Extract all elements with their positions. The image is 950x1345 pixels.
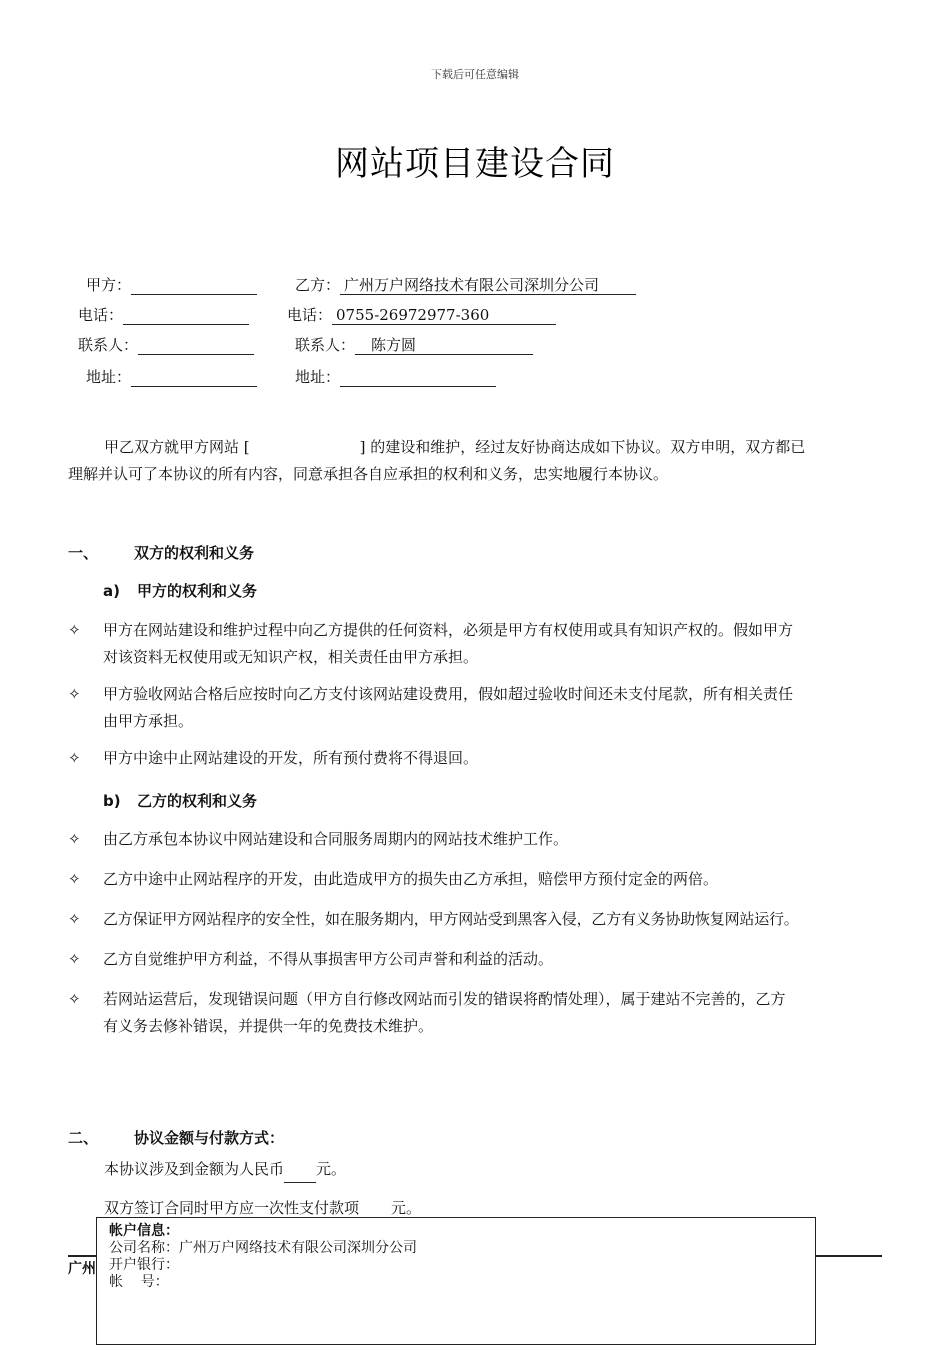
diamond-bullet-icon: ✧	[68, 749, 81, 767]
list-item-line: 由乙方承包本协议中网站建设和合同服务周期内的网站技术维护工作。	[103, 830, 569, 848]
party-b-address-label: 地址：	[295, 368, 341, 386]
section-2-title: 协议金额与付款方式：	[134, 1129, 285, 1147]
list-item-line: 由甲方承担。	[103, 712, 194, 730]
party-a-address-field[interactable]	[131, 368, 257, 387]
diamond-bullet-icon: ✧	[68, 830, 81, 848]
list-item-line: 甲方中途中止网站建设的开发，所有预付费将不得退回。	[103, 749, 479, 767]
party-b-phone: 0755-26972977-360	[332, 306, 556, 325]
footer-rule-left	[68, 1255, 96, 1257]
payment-text: 双方签订合同时甲方应一次性支付款项	[104, 1199, 360, 1217]
footer-text: 广州	[68, 1261, 96, 1277]
party-b-address-row	[295, 366, 496, 387]
subsection-b-letter: b)	[103, 792, 121, 810]
list-item-line: 有义务去修补错误，并提供一年的免费技术维护。	[103, 1017, 434, 1035]
party-a-phone-label: 电话：	[78, 306, 124, 324]
intro-text-before: 甲乙双方就甲方网站 [	[104, 438, 250, 456]
list-item-line: 甲方在网站建设和维护过程中向乙方提供的任何资料，必须是甲方有权使用或具有知识产权的。假如甲方	[103, 621, 794, 639]
section-2-number: 二、	[68, 1129, 99, 1147]
list-item	[68, 826, 880, 853]
party-a-row	[86, 274, 257, 295]
document-title: 网站项目建设合同	[335, 144, 615, 184]
intro-line-2: 理解并认可了本协议的所有内容，同意承担各自应承担的权利和义务，忠实地履行本协议。	[68, 465, 669, 483]
subsection-a-title: 甲方的权利和义务	[137, 582, 258, 600]
intro-line-1	[104, 433, 805, 461]
subsection-a-letter: a)	[103, 582, 120, 600]
party-a-phone-row	[78, 304, 249, 325]
header-note: 下载后可任意编辑	[431, 68, 519, 81]
section-1-number: 一、	[68, 544, 99, 562]
payment-unit: 元。	[391, 1199, 422, 1217]
account-company: 公司名称：广州万户网络技术有限公司深圳分公司	[109, 1240, 417, 1256]
party-b-contact-row	[295, 334, 533, 355]
list-item-line: 甲方验收网站合格后应按时向乙方支付该网站建设费用，假如超过验收时间还未支付尾款，所有相关责任	[103, 685, 794, 703]
account-info-title: 帐户信息：	[109, 1223, 179, 1239]
party-b-address-field[interactable]	[340, 368, 496, 387]
party-a-label: 甲方：	[86, 276, 132, 294]
party-a-phone-field[interactable]	[123, 306, 249, 325]
amount-field[interactable]	[284, 1166, 316, 1183]
party-a-contact-row	[78, 334, 254, 355]
party-a-contact-label: 联系人：	[78, 336, 139, 354]
party-a-name-field[interactable]	[131, 276, 257, 295]
party-b-row	[295, 274, 636, 295]
account-info-box	[96, 1217, 816, 1345]
list-item	[68, 866, 880, 893]
diamond-bullet-icon: ✧	[68, 910, 81, 928]
list-item	[68, 906, 898, 933]
list-item	[68, 986, 880, 1040]
diamond-bullet-icon: ✧	[68, 950, 81, 968]
subsection-b-title: 乙方的权利和义务	[137, 792, 258, 810]
party-a-address-row	[86, 366, 257, 387]
list-item	[68, 946, 880, 973]
intro-text-after: ] 的建设和维护，经过友好协商达成如下协议。双方申明，双方都已	[359, 438, 806, 456]
list-item-line: 对该资料无权使用或无知识产权，相关责任由甲方承担。	[103, 648, 479, 666]
list-item-line: 若网站运营后，发现错误问题（甲方自行修改网站而引发的错误将酌情处理），属于建站不完善的，乙方	[103, 990, 786, 1008]
account-number: 帐 号：	[109, 1274, 169, 1290]
subsection-a-heading	[103, 580, 257, 601]
section-2-heading	[68, 1127, 284, 1148]
footer-rule-right	[814, 1255, 882, 1257]
party-b-name: 广州万户网络技术有限公司深圳分公司	[340, 276, 636, 295]
list-item-line: 乙方中途中止网站程序的开发，由此造成甲方的损失由乙方承担，赔偿甲方预付定金的两倍。	[103, 870, 719, 888]
amount-text: 本协议涉及到金额为人民币	[104, 1160, 285, 1178]
party-b-contact-label: 联系人：	[295, 336, 356, 354]
section-1-heading	[68, 542, 254, 563]
party-a-contact-field[interactable]	[138, 336, 254, 355]
section-1-title: 双方的权利和义务	[134, 544, 255, 562]
diamond-bullet-icon: ✧	[68, 990, 81, 1008]
party-b-label: 乙方：	[295, 276, 341, 294]
party-a-address-label: 地址：	[86, 368, 132, 386]
list-item-line: 乙方自觉维护甲方利益，不得从事损害甲方公司声誉和利益的活动。	[103, 950, 554, 968]
party-b-phone-row	[287, 304, 556, 325]
party-b-contact: 陈方圆	[355, 336, 533, 355]
diamond-bullet-icon: ✧	[68, 621, 81, 639]
amount-line	[104, 1155, 346, 1183]
diamond-bullet-icon: ✧	[68, 870, 81, 888]
subsection-b-heading	[103, 790, 257, 811]
diamond-bullet-icon: ✧	[68, 685, 81, 703]
list-item	[68, 745, 880, 772]
amount-unit: 元。	[316, 1160, 347, 1178]
party-b-phone-label: 电话：	[287, 306, 333, 324]
list-item	[68, 681, 880, 735]
list-item	[68, 617, 880, 671]
account-bank: 开户银行：	[109, 1257, 179, 1273]
list-item-line: 乙方保证甲方网站程序的安全性，如在服务期内，甲方网站受到黑客入侵，乙方有义务协助恢复网站运行。	[103, 910, 799, 928]
